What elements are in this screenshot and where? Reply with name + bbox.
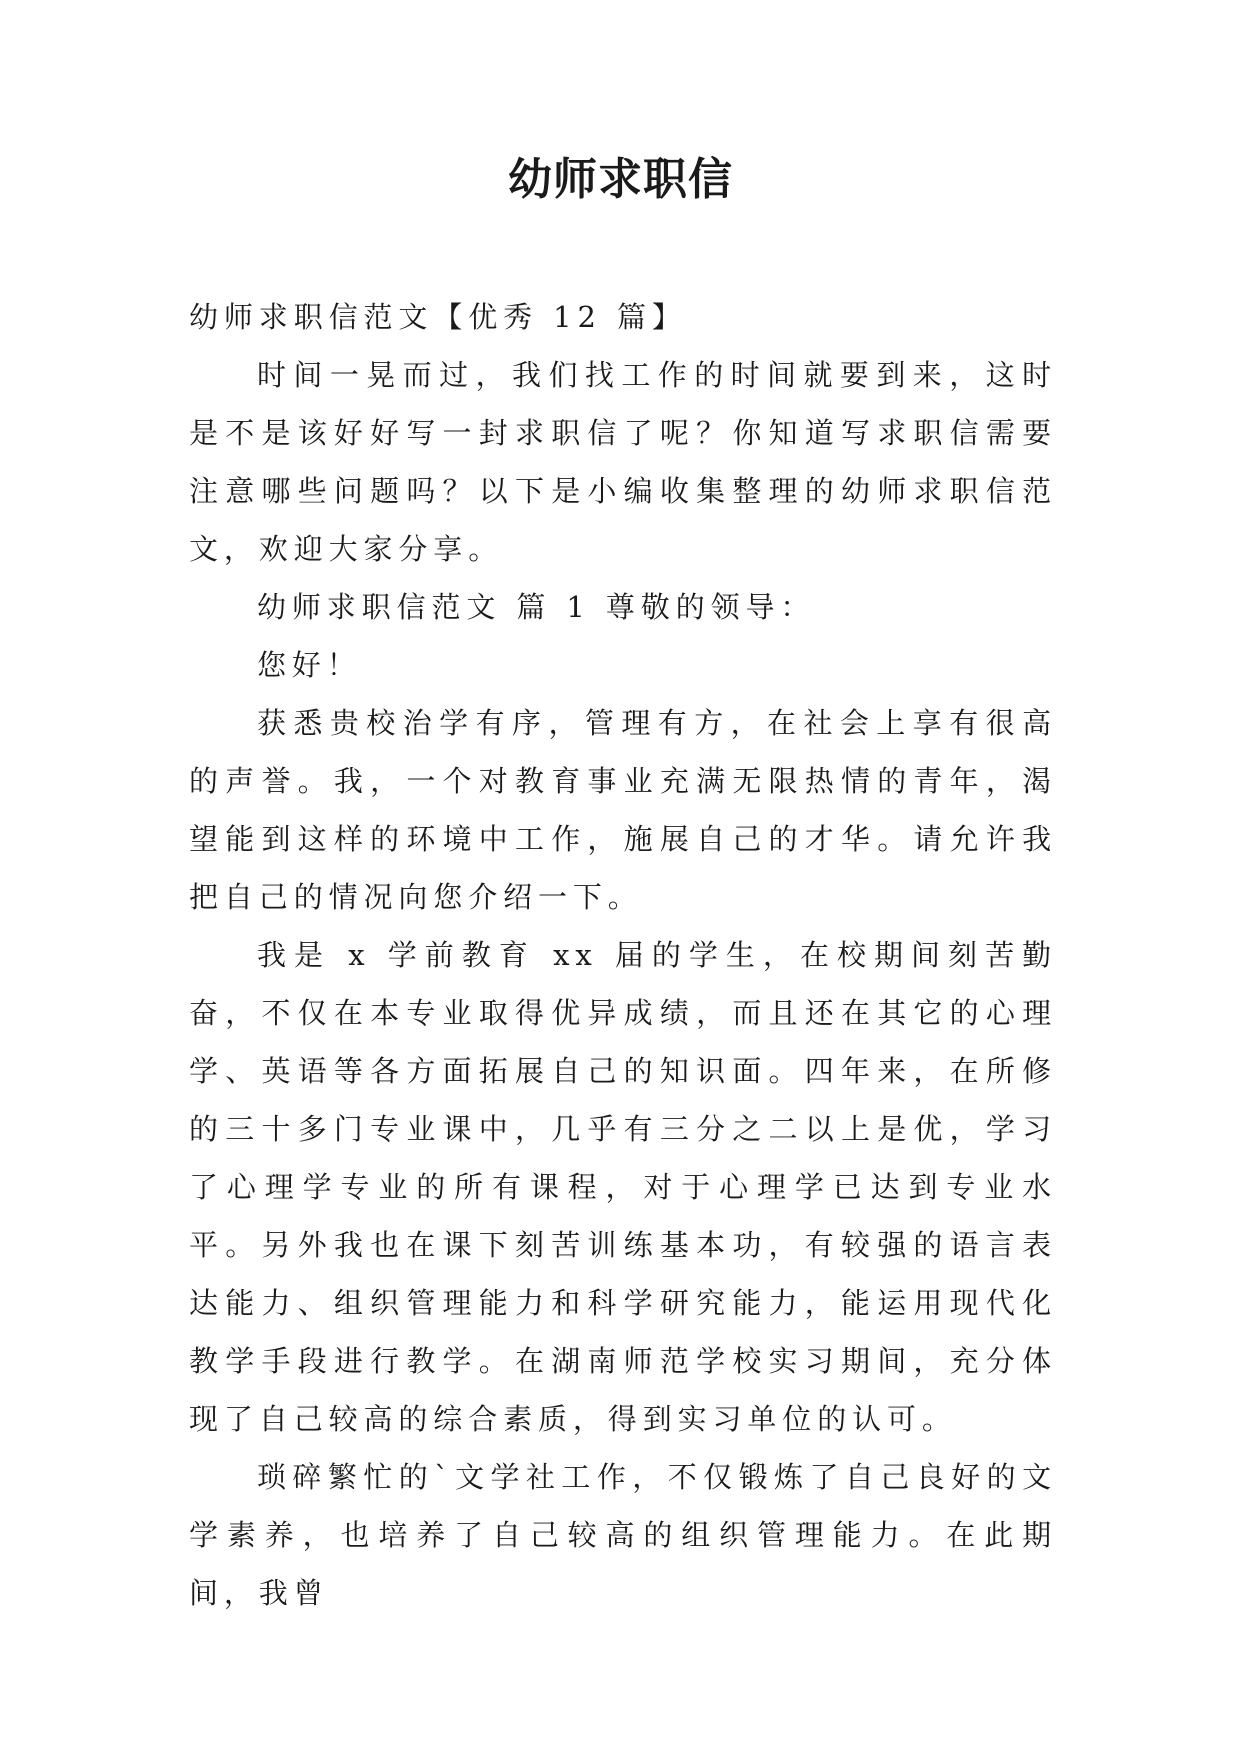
paragraph-letter-heading: 幼师求职信范文 篇 1 尊敬的领导： xyxy=(257,590,816,624)
paragraph-intro: 时间一晃而过，我们找工作的时间就要到来，这时是不是该好好写一封求职信了呢？你知道写求职信需要注意哪些问题吗？以下是小编收集整理的幼师求职信范文，欢迎大家分享。 xyxy=(189,358,1057,566)
paragraph-greeting: 您好！ xyxy=(257,648,362,682)
document-subtitle: 幼师求职信范文【优秀 12 篇】 xyxy=(189,300,687,334)
document-title: 幼师求职信 xyxy=(508,154,733,205)
paragraph-school-reputation: 获悉贵校治学有序，管理有方，在社会上享有很高的声誉。我，一个对教育事业充满无限热情的青年，渴望能到这样的环境中工作，施展自己的才华。请允许我把自己的情况向您介绍一下。 xyxy=(189,706,1057,914)
paragraph-education-background: 我是 x 学前教育 xx 届的学生，在校期间刻苦勤奋，不仅在本专业取得优异成绩，而且还在其它的心理学、英语等各方面拓展自己的知识面。四年来，在所修的三十多门专业课中，几乎有三分之二以上是优，学习了心理学专业的所有课程，对于心理学已达到专业水平。另外我也在课下刻苦训练基本功，有较强的语言表达能力、组织管理能力和科学研究能力，能运用现代化教学手段进行教学。在湖南师范学校实习期间，充分体现了自己较高的综合素质，得到实习单位的认可。 xyxy=(189,938,1057,1436)
paragraph-literary-club: 琐碎繁忙的`文学社工作，不仅锻炼了自己良好的文学素养，也培养了自己较高的组织管理能力。在此期间，我曾 xyxy=(189,1460,1057,1610)
document-body xyxy=(189,288,1057,1622)
